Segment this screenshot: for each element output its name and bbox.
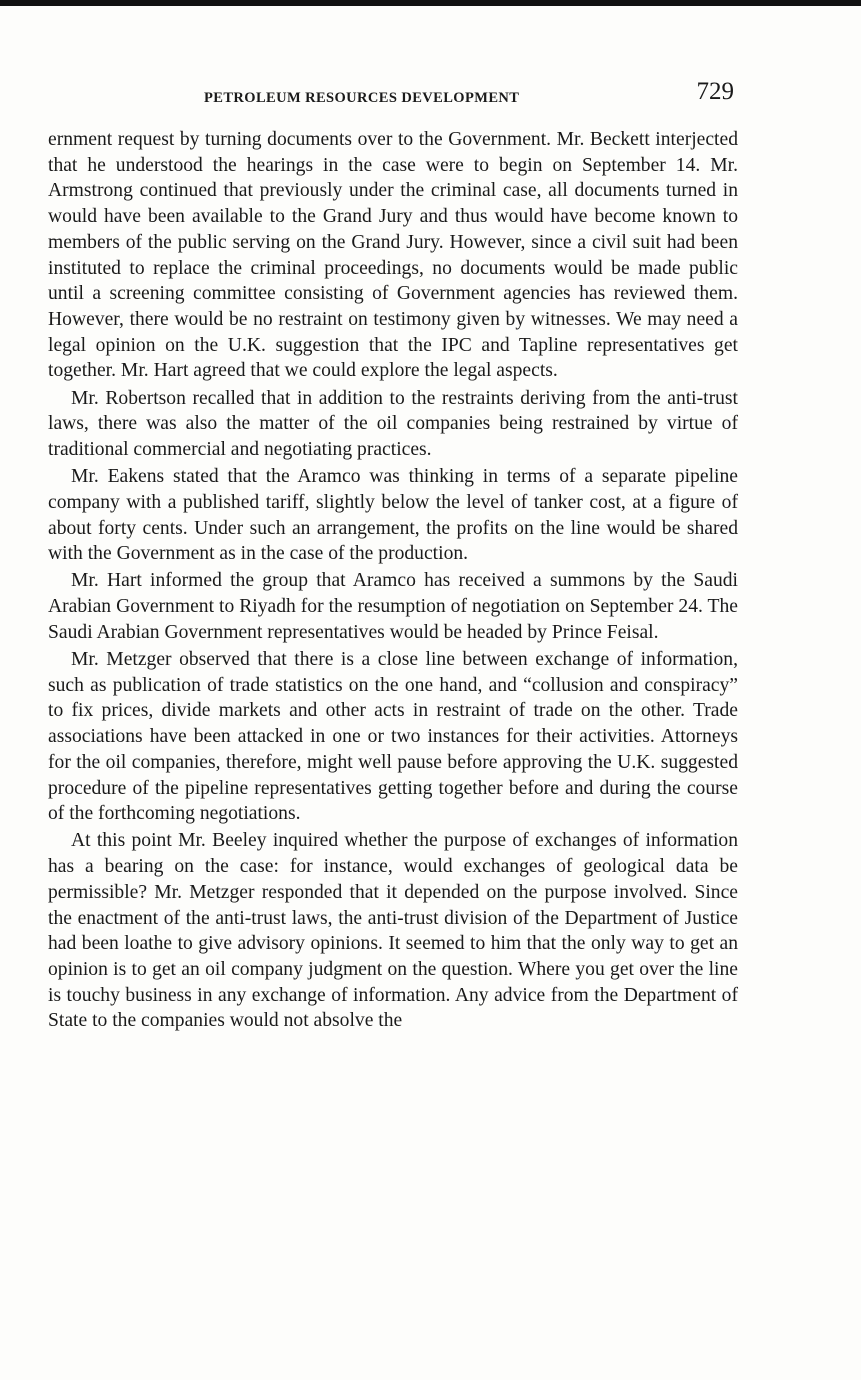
running-title: PETROLEUM RESOURCES DEVELOPMENT xyxy=(204,90,520,106)
body-text xyxy=(48,127,738,1034)
paragraph: Mr. Metzger observed that there is a close line between exchange of information, such as publication of trade statistics on the one hand, and “collusion and conspiracy” to fix prices, divide markets and other acts in restraint of trade on the other. Trade associations have been attacked in one or two instances for their activities. Attorneys for the oil companies, therefore, might well pause before approving the U.K. suggested procedure of the pipeline representatives getting together before and during the course of the forthcoming negotiations. xyxy=(48,649,738,825)
paragraph: At this point Mr. Beeley inquired whether the purpose of exchanges of information has a bearing on the case: for instance, would exchanges of geological data be permissible? Mr. Metzger responded that it depended on the purpose involved. Since the enactment of the anti-trust laws, the anti-trust division of the Department of Justice had been loathe to give advisory opinions. It seemed to him that the only way to get an opinion is to get an oil company judgment on the question. Where you get over the line is touchy business in any exchange of information. Any advice from the Department of State to the companies would not absolve the xyxy=(48,830,738,1032)
page-number: 729 xyxy=(696,78,734,105)
paragraph: Mr. Eakens stated that the Aramco was thinking in terms of a separate pipeline company with a published tariff, slightly below the level of tanker cost, at a figure of about forty cents. Under such an arrangement, the profits on the line would be shared with the Government as in the case of the production. xyxy=(48,466,738,565)
paragraph: Mr. Robertson recalled that in addition to the restraints deriving from the anti-trust laws, there was also the matter of the oil companies being restrained by virtue of traditional commercial and negotiating practices. xyxy=(48,387,738,460)
running-header xyxy=(48,78,738,114)
document-page xyxy=(48,78,738,1036)
paragraph-continued: ernment request by turning documents over to the Government. Mr. Beckett interjected that he understood the hearings in the case were to begin on September 14. Mr. Armstrong continued that previously under the criminal case, all documents turned in would have been available to the Grand Jury and thus would have become known to members of the public serving on the Grand Jury. However, since a civil suit had been instituted to replace the criminal proceedings, no documents would be made public until a screening committee consisting of Government agencies has reviewed them. However, there would be no restraint on testimony given by witnesses. We may need a legal opinion on the U.K. suggestion that the IPC and Tapline representatives get together. Mr. Hart agreed that we could explore the legal aspects. xyxy=(48,129,738,382)
paragraph: Mr. Hart informed the group that Aramco has received a summons by the Saudi Arabian Government to Riyadh for the resumption of negotiation on September 24. The Saudi Arabian Government representatives would be headed by Prince Feisal. xyxy=(48,570,738,643)
page-top-edge xyxy=(0,0,861,6)
